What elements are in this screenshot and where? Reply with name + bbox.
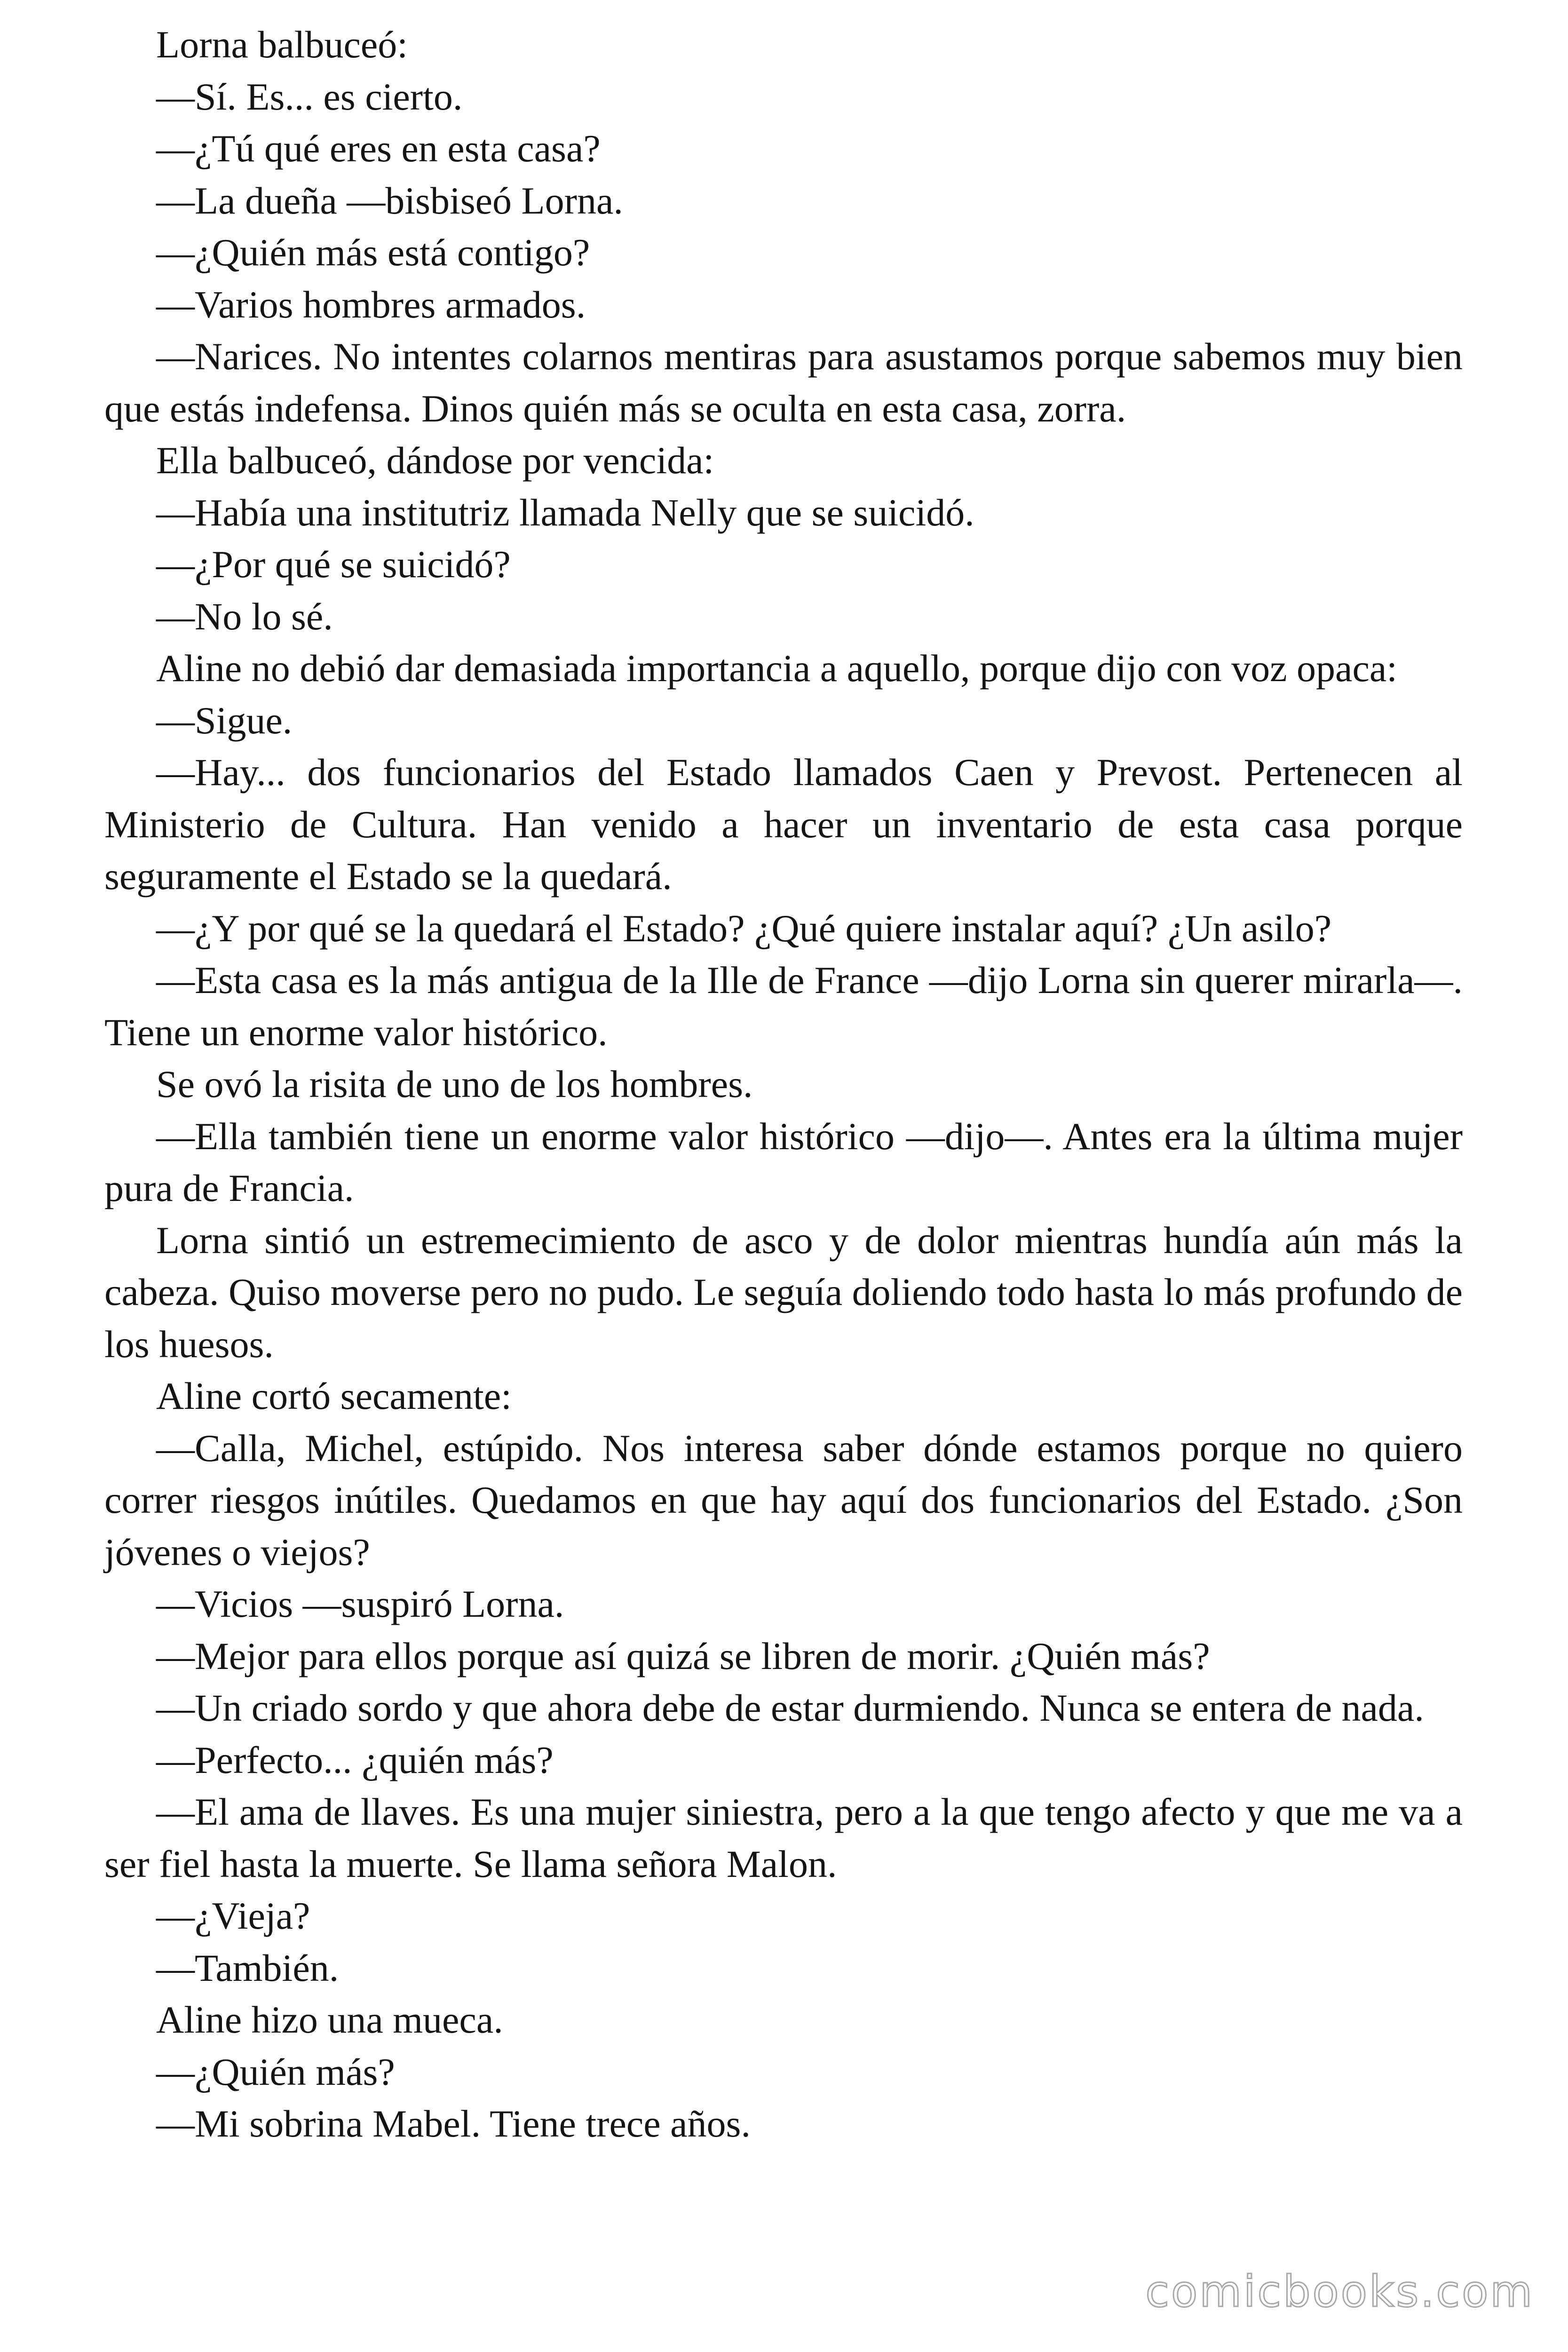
paragraph: Aline no debió dar demasiada importancia a aquello, porque dijo con voz opaca:	[156, 647, 1398, 690]
paragraph: —Hay... dos funcionarios del Estado llamados Caen y Prevost. Pertenecen al Ministerio de Cultura. Han venido a hacer un inventario de esta casa porque seguramente el Estado se la quedará.	[104, 751, 1463, 898]
paragraph: —La dueña —bisbiseó Lorna.	[156, 179, 623, 222]
paragraph: —¿Tú qué eres en esta casa?	[156, 127, 601, 170]
paragraph: Se ovó la risita de uno de los hombres.	[156, 1063, 753, 1105]
paragraph: —¿Vieja?	[156, 1894, 310, 1937]
paragraph: Lorna sintió un estremecimiento de asco y de dolor mientras hundía aún más la cabeza. Quiso moverse pero no pudo. Le seguía doliendo todo hasta lo más profundo de los huesos.	[104, 1218, 1463, 1366]
paragraph: —Esta casa es la más antigua de la Ille de France —dijo Lorna sin querer mirarla—. Tiene un enorme valor histórico.	[104, 959, 1463, 1054]
paragraph: —Perfecto... ¿quién más?	[156, 1738, 554, 1781]
paragraph: —Mejor para ellos porque así quizá se libren de morir. ¿Quién más?	[156, 1634, 1210, 1677]
paragraph: Lorna balbuceó:	[156, 23, 408, 66]
paragraph: —Calla, Michel, estúpido. Nos interesa saber dónde estamos porque no quiero correr riesgos inútiles. Quedamos en que hay aquí dos funcionarios del Estado. ¿Son jóvenes o viejos?	[104, 1426, 1463, 1573]
paragraph: —Había una institutriz llamada Nelly que se suicidó.	[156, 491, 974, 534]
paragraph: —¿Quién más está contigo?	[156, 231, 590, 274]
paragraph: —No lo sé.	[156, 595, 333, 638]
paragraph: —¿Por qué se suicidó?	[156, 543, 511, 586]
paragraph: —Sigue.	[156, 699, 293, 742]
paragraph: —Ella también tiene un enorme valor histórico —dijo—. Antes era la última mujer pura de Francia.	[104, 1114, 1463, 1209]
paragraph: Ella balbuceó, dándose por vencida:	[156, 439, 714, 482]
paragraph: —Sí. Es... es cierto.	[156, 75, 463, 118]
paragraph: —Narices. No intentes colarnos mentiras para asustamos porque sabemos muy bien que estás indefensa. Dinos quién más se oculta en esta casa, zorra.	[104, 335, 1463, 430]
watermark: comicbooks.com	[1145, 2266, 1534, 2317]
paragraph: —El ama de llaves. Es una mujer siniestra, pero a la que tengo afecto y que me va a ser fiel hasta la muerte. Se llama señora Malon.	[104, 1790, 1463, 1885]
paragraph: Aline cortó secamente:	[156, 1375, 512, 1417]
page-text	[104, 19, 1463, 2150]
paragraph: —Mi sobrina Mabel. Tiene trece años.	[156, 2102, 751, 2145]
paragraph: —¿Quién más?	[156, 2050, 395, 2093]
paragraph: —Vicios —suspiró Lorna.	[156, 1582, 564, 1625]
paragraph: Aline hizo una mueca.	[156, 1998, 503, 2041]
paragraph: —Varios hombres armados.	[156, 283, 586, 326]
paragraph: —Un criado sordo y que ahora debe de estar durmiendo. Nunca se entera de nada.	[156, 1686, 1424, 1729]
paragraph: —También.	[156, 1946, 339, 1989]
paragraph: —¿Y por qué se la quedará el Estado? ¿Qué quiere instalar aquí? ¿Un asilo?	[156, 906, 1332, 950]
